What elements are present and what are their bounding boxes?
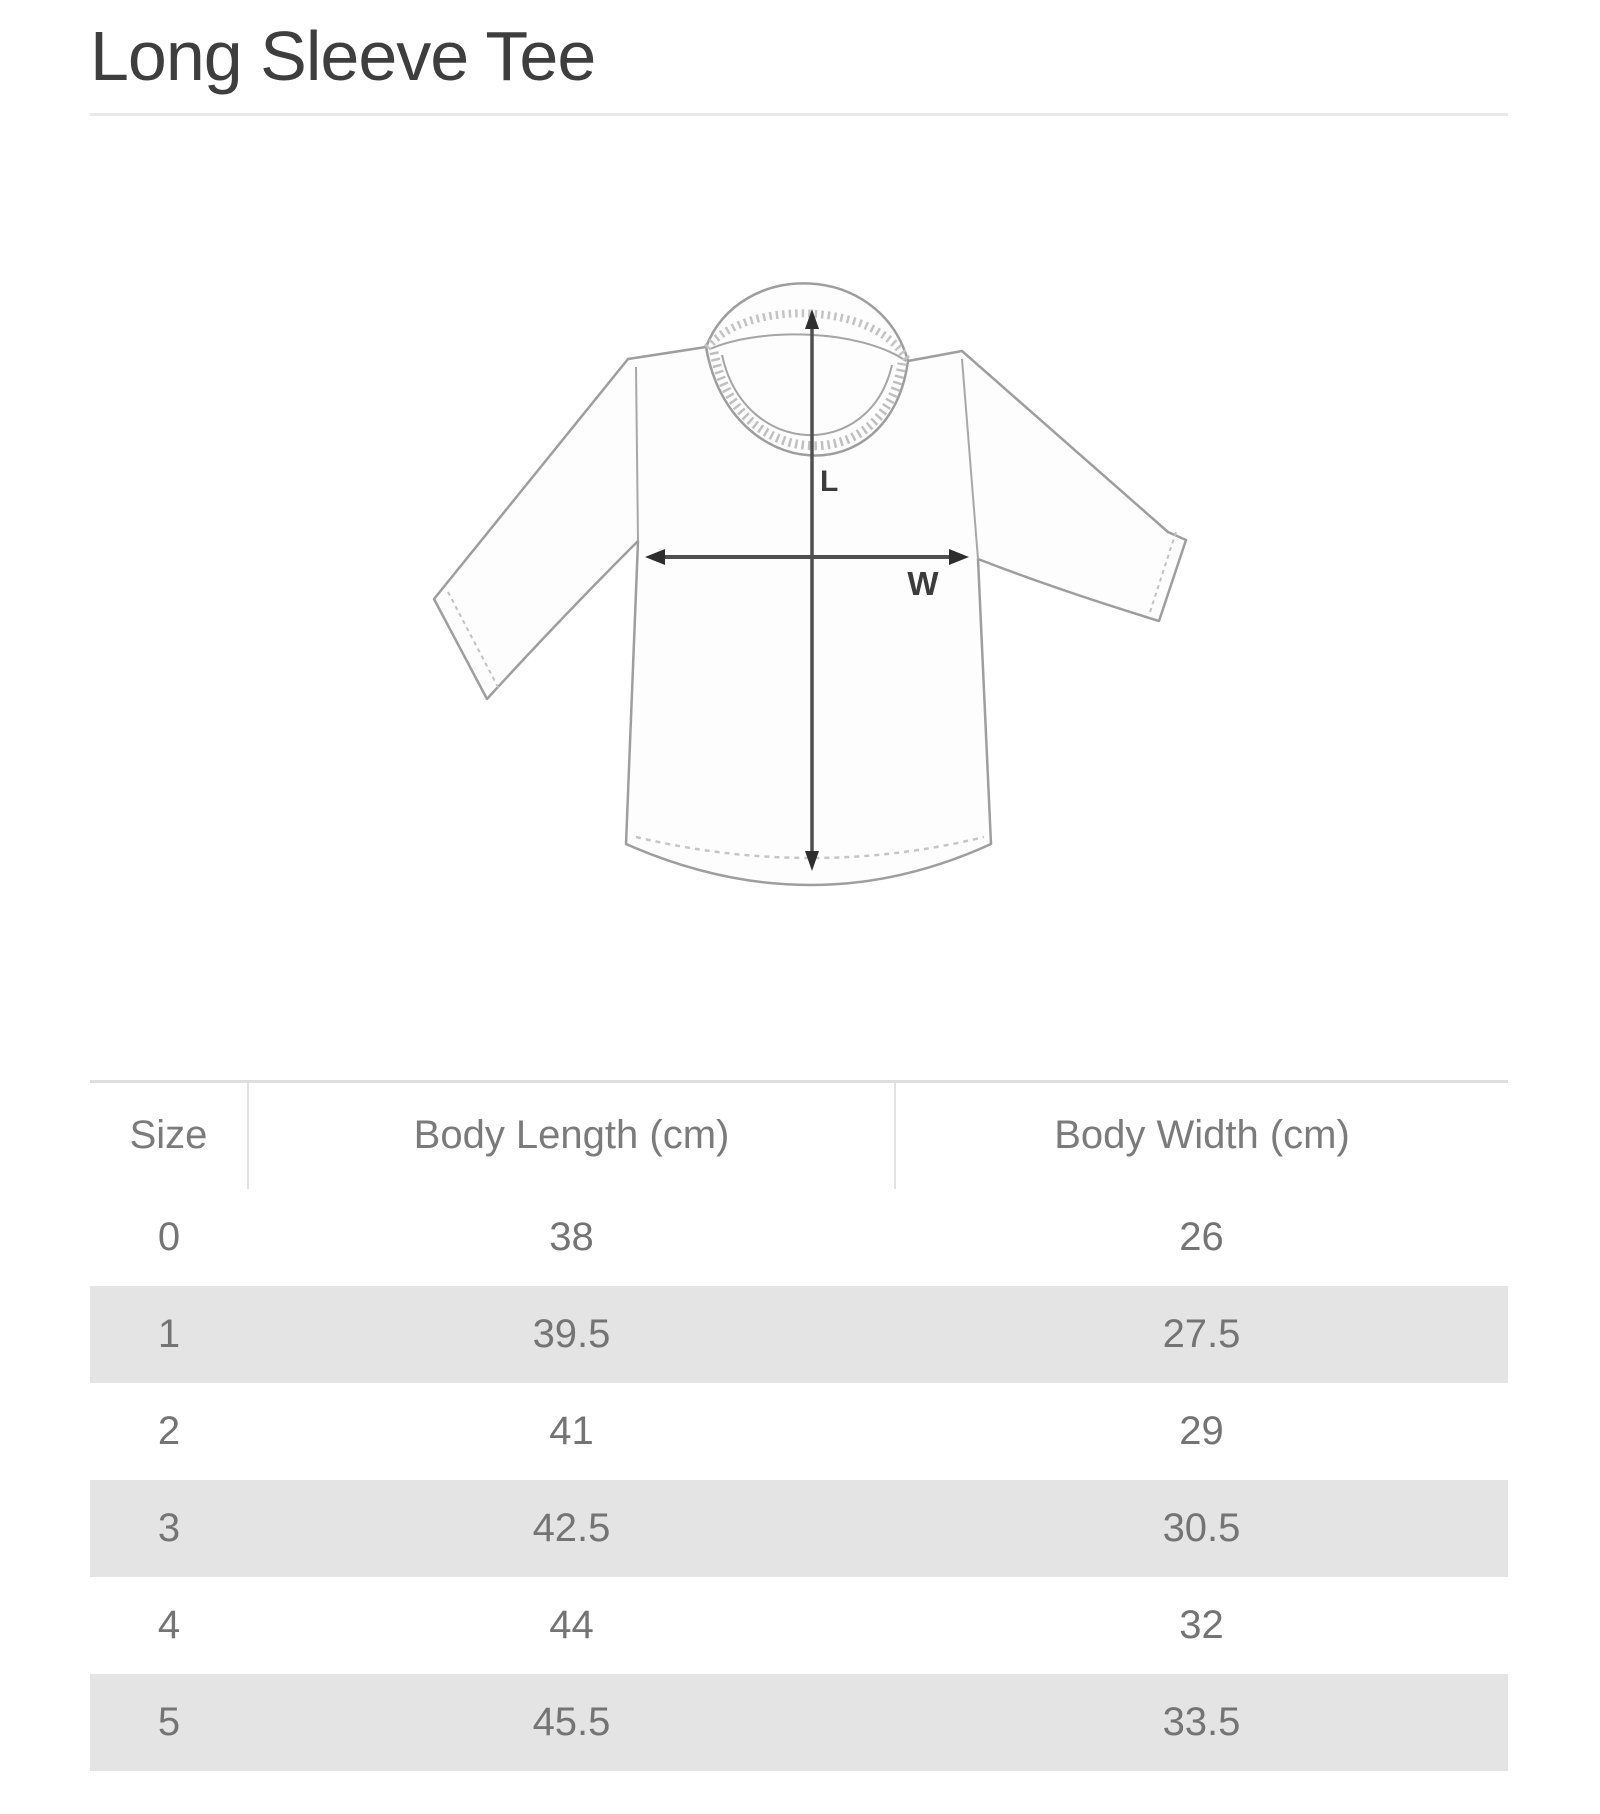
body-length-cell: 45.5 — [532, 1699, 611, 1744]
column-header-body-width: Body Width (cm) — [895, 1081, 1508, 1189]
size-cell: 5 — [157, 1699, 181, 1744]
length-label: L — [820, 464, 839, 498]
column-header-body-length: Body Length (cm) — [248, 1081, 895, 1189]
size-cell: 2 — [157, 1408, 181, 1453]
size-row-2 — [90, 1383, 1508, 1480]
page-content — [90, 16, 1508, 1771]
size-cell: 3 — [157, 1505, 181, 1550]
size-row-1 — [90, 1286, 1508, 1383]
size-cell: 1 — [157, 1311, 181, 1356]
body-width-cell: 29 — [1179, 1408, 1224, 1453]
body-width-cell: 27.5 — [1162, 1311, 1241, 1356]
column-header-size: Size — [90, 1081, 248, 1189]
body-length-cell: 42.5 — [532, 1505, 611, 1550]
long-sleeve-tee-drawing — [340, 149, 1280, 909]
body-length-cell: 41 — [549, 1408, 594, 1453]
size-chart-header-row — [90, 1081, 1508, 1189]
size-cell: 0 — [157, 1214, 181, 1259]
size-diagram — [90, 116, 1508, 1080]
body-length-cell: 38 — [549, 1214, 594, 1259]
body-width-cell: 26 — [1179, 1214, 1224, 1259]
size-chart-table — [90, 1080, 1508, 1771]
body-width-cell: 32 — [1179, 1602, 1224, 1647]
body-width-cell: 33.5 — [1162, 1699, 1241, 1744]
size-row-3 — [90, 1480, 1508, 1577]
size-cell: 4 — [157, 1602, 181, 1647]
body-length-cell: 44 — [549, 1602, 594, 1647]
size-row-5 — [90, 1674, 1508, 1771]
body-length-cell: 39.5 — [532, 1311, 611, 1356]
page-title: Long Sleeve Tee — [90, 17, 596, 95]
width-label: W — [907, 564, 939, 602]
size-row-4 — [90, 1577, 1508, 1674]
shirt-outline — [434, 283, 1186, 885]
body-width-cell: 30.5 — [1162, 1505, 1241, 1550]
size-row-0 — [90, 1189, 1508, 1286]
